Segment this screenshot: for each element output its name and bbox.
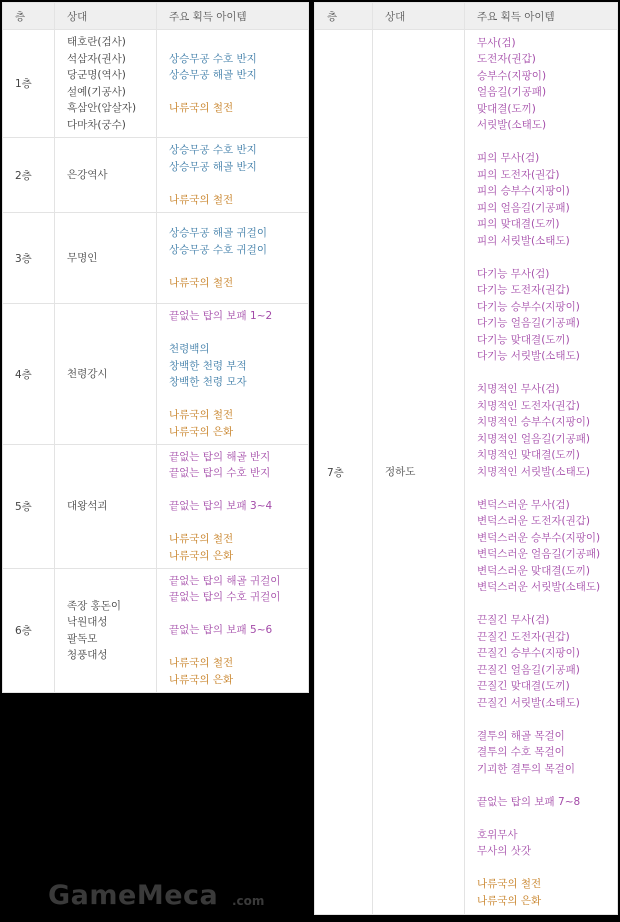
right-floor-table [314,2,618,915]
item-name: 창백한 천령 모자 [169,376,247,388]
table-row [3,213,309,304]
table-row [3,138,309,213]
item-name: 무사(검) [477,36,516,49]
item-name: 다기능 얼음길(기공패) [477,317,580,330]
opponent-cell [55,445,157,569]
items-cell [157,30,309,138]
item-name: 천령백의 [169,343,210,355]
item-name: 끝없는 탑의 수호 반지 [169,467,271,480]
gamemeca-watermark [48,880,308,920]
item-name: 변덕스러운 승부수(지팡이) [477,531,601,544]
opponent-name: 정하도 [385,465,416,478]
item-name: 나류국의 철전 [169,193,234,206]
table-row [3,304,309,445]
floor-cell: 7층 [315,30,373,915]
opponent-name: 무명인 [67,251,98,264]
opponent-name: 은강역사 [67,168,108,181]
opponent-cell [55,569,157,693]
item-name: 치명적인 얼음길(기공패) [477,432,590,445]
item-name: 상승무공 수호 귀걸이 [169,243,267,256]
item-name: 상승무공 해골 반지 [169,160,257,173]
item-spacer [169,606,308,623]
items-cell [157,304,309,445]
watermark-brand: GameMeca [48,880,219,911]
item-name: 변덕스러운 무사(검) [477,498,570,511]
item-spacer [169,515,308,532]
item-name: 끈질긴 승부수(지팡이) [477,647,580,660]
item-name: 끈질긴 맞대결(도끼) [477,680,570,693]
item-name: 피의 무사(검) [477,152,540,165]
item-name: 끈질긴 도전자(권갑) [477,630,570,643]
item-name: 도전자(권갑) [477,53,536,66]
item-spacer [169,175,308,192]
header-items: 주요 획득 아이템 [157,3,309,30]
item-name: 끈질긴 무사(검) [477,614,550,627]
item-name: 나류국의 은화 [477,894,542,907]
item-name: 치명적인 서릿발(소태도) [477,465,590,478]
table-row [3,445,309,569]
opponent-name: 태호란(검사) [67,36,126,48]
item-name: 나류국의 은화 [169,425,234,438]
item-name: 끝없는 탑의 보패 7~8 [477,795,581,808]
table-header-row [315,3,618,30]
item-name: 무사의 삿갓 [477,845,532,858]
item-name: 서릿발(소태도) [477,119,547,132]
item-name: 피의 도전자(권갑) [477,168,560,181]
item-name: 상승무공 수호 반지 [169,52,257,65]
opponent-cell [55,30,157,138]
item-name: 변덕스러운 얼음길(기공패) [477,548,601,561]
item-name: 호위무사 [477,828,518,841]
item-name: 다기능 도전자(권갑) [477,284,570,297]
item-name: 다기능 서릿발(소태도) [477,350,580,363]
item-name: 상승무공 해골 귀걸이 [169,227,267,239]
item-name: 끈질긴 얼음길(기공패) [477,663,580,676]
item-name: 다기능 맞대결(도끼) [477,333,570,346]
item-spacer [477,711,617,728]
table-row [315,30,618,915]
opponent-name: 팔독모 [67,632,98,645]
item-name: 끈질긴 서릿발(소태도) [477,696,580,709]
item-spacer [477,810,617,827]
item-spacer [169,391,308,408]
watermark-suffix: .com [232,894,265,908]
item-name: 치명적인 맞대결(도끼) [477,449,580,462]
item-name: 나류국의 철전 [169,276,234,289]
item-name: 끝없는 탑의 보패 5~6 [169,624,273,637]
floor-cell: 6층 [3,569,55,693]
opponent-name: 대왕석괴 [67,500,108,513]
opponent-cell [373,30,465,915]
item-name: 나류국의 철전 [169,533,234,546]
opponent-name: 청풍대성 [67,649,108,661]
item-spacer [477,596,617,613]
item-spacer [169,258,308,275]
item-name: 다기능 승부수(지팡이) [477,300,580,313]
floor-cell: 2층 [3,138,55,213]
item-name: 끝없는 탑의 보패 3~4 [169,500,273,513]
item-name: 결투의 해골 목걸이 [477,729,565,742]
item-name: 피의 맞대결(도끼) [477,218,560,231]
item-name: 창백한 천령 부적 [169,359,247,372]
header-opponent: 상대 [373,3,465,30]
item-name: 상승무공 해골 반지 [169,69,257,81]
opponent-name: 설예(기공사) [67,85,126,98]
item-spacer [477,249,617,266]
item-spacer [477,777,617,794]
item-name: 피의 서릿발(소태도) [477,234,570,247]
item-name: 끝없는 탑의 수호 귀걸이 [169,591,281,604]
opponent-name: 흑삼안(암살자) [67,102,137,114]
item-name: 맞대결(도끼) [477,102,536,115]
item-name: 치명적인 도전자(권갑) [477,399,580,412]
left-floor-table [2,2,309,693]
opponent-name: 천령강시 [67,367,108,380]
item-spacer [477,365,617,382]
item-name: 기괴한 결투의 목걸이 [477,762,575,775]
item-name: 나류국의 철전 [169,409,234,421]
items-cell [465,30,618,915]
item-name: 승부수(지팡이) [477,69,547,82]
opponent-cell [55,213,157,304]
opponent-cell [55,138,157,213]
item-name: 나류국의 철전 [169,657,234,670]
item-name: 피의 얼음길(기공패) [477,201,570,214]
item-name: 끝없는 탑의 해골 반지 [169,450,271,463]
item-name: 상승무공 수호 반지 [169,144,257,156]
opponent-name: 족장 홍돈이 [67,599,122,612]
item-name: 변덕스러운 맞대결(도끼) [477,564,590,577]
table-row [3,569,309,693]
items-cell [157,138,309,213]
item-spacer [169,482,308,499]
floor-cell: 3층 [3,213,55,304]
items-cell [157,213,309,304]
item-spacer [477,134,617,151]
item-name: 나류국의 철전 [169,102,234,114]
items-cell [157,569,309,693]
item-name: 나류국의 철전 [477,878,542,891]
item-spacer [169,639,308,656]
item-name: 치명적인 승부수(지팡이) [477,416,590,429]
item-name: 결투의 수호 목걸이 [477,746,565,759]
items-cell [157,445,309,569]
header-opponent: 상대 [55,3,157,30]
item-name: 변덕스러운 서릿발(소태도) [477,581,601,594]
opponent-name: 석삼자(권사) [67,52,126,65]
item-spacer [169,84,308,101]
item-spacer [477,860,617,877]
item-name: 변덕스러운 도전자(권갑) [477,515,590,528]
floor-cell: 1층 [3,30,55,138]
item-name: 얼음길(기공패) [477,86,547,99]
opponent-cell [55,304,157,445]
opponent-name: 낙원대성 [67,616,108,628]
item-spacer [169,325,308,342]
table-header-row [3,3,309,30]
floor-cell: 5층 [3,445,55,569]
header-floor: 층 [3,3,55,30]
header-items: 주요 획득 아이템 [465,3,618,30]
table-row [3,30,309,138]
opponent-name: 다마차(궁수) [67,118,126,131]
item-name: 나류국의 은화 [169,673,234,686]
floor-cell: 4층 [3,304,55,445]
item-name: 다기능 무사(검) [477,267,550,280]
header-floor: 층 [315,3,373,30]
item-name: 치명적인 무사(검) [477,383,560,396]
item-name: 끝없는 탑의 보패 1~2 [169,310,273,322]
item-spacer [477,480,617,497]
item-name: 피의 승부수(지팡이) [477,185,570,198]
item-name: 끝없는 탑의 해골 귀걸이 [169,574,281,587]
item-name: 나류국의 은화 [169,549,234,562]
opponent-name: 당군명(역사) [67,69,126,81]
